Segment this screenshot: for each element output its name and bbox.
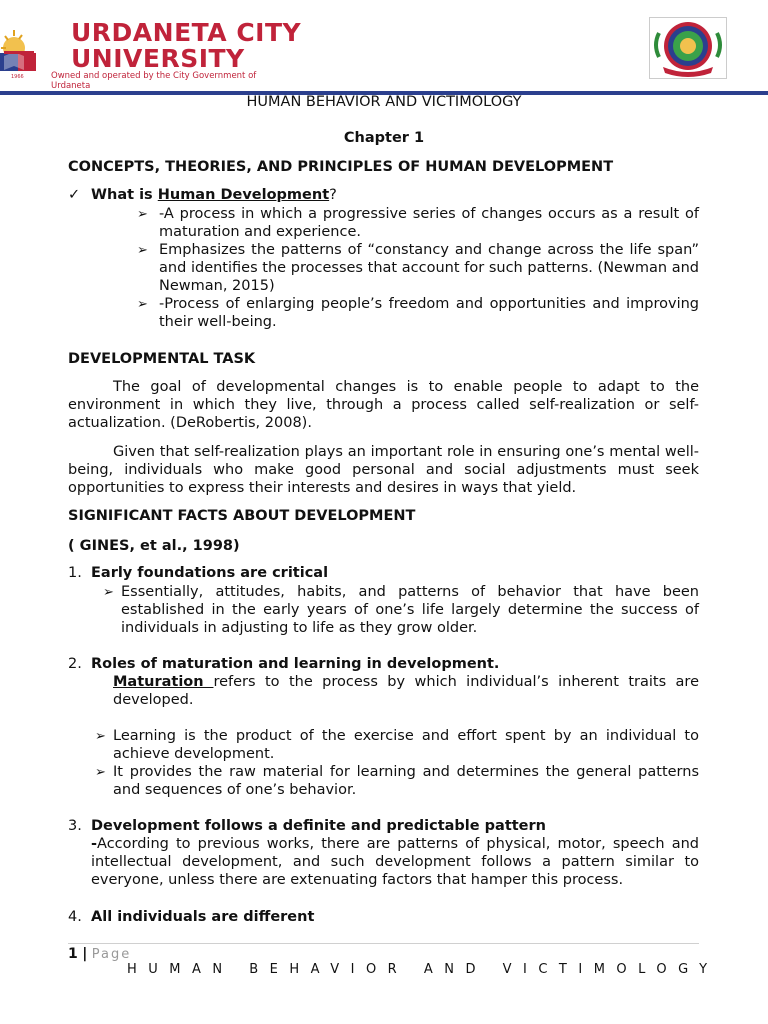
definition-item: -Process of enlarging people’s freedom and opportunities and improving their well-being. bbox=[159, 296, 699, 330]
maturation-definition bbox=[113, 673, 699, 709]
list-item-text: Essentially, attitudes, habits, and patterns of behavior that have been established in the early years of one’s life largely determine the success of individuals in adjusting to life as they grow older. bbox=[121, 584, 699, 636]
chapter-label: Chapter 1 bbox=[343, 130, 425, 146]
pattern-text: According to previous works, there are patterns of physical, motor, speech and intellectual development, and such development follows a pattern similar to everyone, unless there are extenuating factors that hamper this process. bbox=[91, 836, 699, 888]
raw-material-bullet-text: It provides the raw material for learning and determines the general patterns and sequences of one’s behavior. bbox=[113, 764, 699, 798]
footer-divider bbox=[68, 943, 699, 944]
maturation-text: refers to the process by which individual’s inherent traits are developed. bbox=[113, 674, 699, 708]
what-is-prefix: What is bbox=[91, 187, 158, 203]
raw-material-bullet bbox=[113, 763, 699, 799]
page-number: 1 bbox=[68, 946, 78, 962]
learning-bullet bbox=[113, 727, 699, 763]
what-is-term: Human Development bbox=[157, 187, 330, 203]
footer-title: HUMAN BEHAVIOR AND VICTIMOLOGY bbox=[127, 962, 719, 977]
maturation-term: Maturation bbox=[113, 674, 214, 690]
university-name-line2: UNIVERSITY bbox=[71, 44, 245, 73]
list-item-title: Roles of maturation and learning in development. bbox=[91, 656, 500, 672]
section-heading-significant-facts: SIGNIFICANT FACTS ABOUT DEVELOPMENT bbox=[68, 508, 416, 524]
arrow-bullet-icon: ➢ bbox=[103, 585, 114, 600]
university-name-line1: URDANETA CITY bbox=[71, 18, 302, 47]
list-item-title: Early foundations are critical bbox=[91, 565, 329, 581]
logo-year: 1966 bbox=[11, 74, 24, 78]
list-item-title: All individuals are different bbox=[91, 909, 315, 925]
definition-item: -A process in which a progressive series of changes occurs as a result of maturation and experience. bbox=[159, 206, 699, 240]
university-seal-logo bbox=[0, 18, 44, 78]
section-heading-developmental-task: DEVELOPMENTAL TASK bbox=[68, 351, 256, 367]
citation: ( GINES, et al., 1998) bbox=[68, 538, 240, 554]
arrow-bullet-icon: ➢ bbox=[137, 207, 148, 222]
definition-item: Emphasizes the patterns of “constancy and change across the life span” and identifies the processes that account for such patterns. (Newman and Newman, 2015) bbox=[159, 242, 699, 294]
arrow-bullet-icon: ➢ bbox=[137, 297, 148, 312]
document-title: HUMAN BEHAVIOR AND VICTIMOLOGY bbox=[246, 94, 522, 110]
what-is-suffix: ? bbox=[329, 187, 337, 203]
list-number: 1. bbox=[68, 565, 82, 581]
paragraph: The goal of developmental changes is to enable people to adapt to the environment in which they live, through a process called self-realization or self-actualization. (DeRobertis, 2008). bbox=[68, 379, 699, 431]
what-is-question bbox=[91, 186, 337, 204]
city-seal-logo bbox=[649, 17, 727, 79]
arrow-bullet-icon: ➢ bbox=[95, 729, 106, 744]
learning-bullet-text: Learning is the product of the exercise and effort spent by an individual to achieve development. bbox=[113, 728, 699, 762]
dash: - bbox=[91, 836, 98, 852]
page-separator: | bbox=[82, 946, 88, 962]
arrow-bullet-icon: ➢ bbox=[137, 243, 148, 258]
list-number: 2. bbox=[68, 656, 82, 672]
university-subtitle: Owned and operated by the City Government of Urdaneta bbox=[51, 71, 257, 91]
checkmark-icon: ✓ bbox=[68, 187, 81, 203]
list-item-text bbox=[91, 835, 699, 889]
arrow-bullet-icon: ➢ bbox=[95, 765, 106, 780]
university-name bbox=[71, 20, 301, 72]
list-number: 3. bbox=[68, 818, 82, 834]
main-heading: CONCEPTS, THEORIES, AND PRINCIPLES OF HUMAN DEVELOPMENT bbox=[68, 159, 614, 175]
footer-page-number bbox=[68, 945, 131, 964]
list-item-title: Development follows a definite and predictable pattern bbox=[91, 818, 546, 834]
page-word: Page bbox=[91, 947, 132, 962]
paragraph: Given that self-realization plays an important role in ensuring one’s mental well-being, individuals who make good personal and social adjustments must seek opportunities to express their interests and desires in ways that yield. bbox=[68, 444, 699, 496]
page-header bbox=[0, 0, 768, 96]
list-number: 4. bbox=[68, 909, 82, 925]
